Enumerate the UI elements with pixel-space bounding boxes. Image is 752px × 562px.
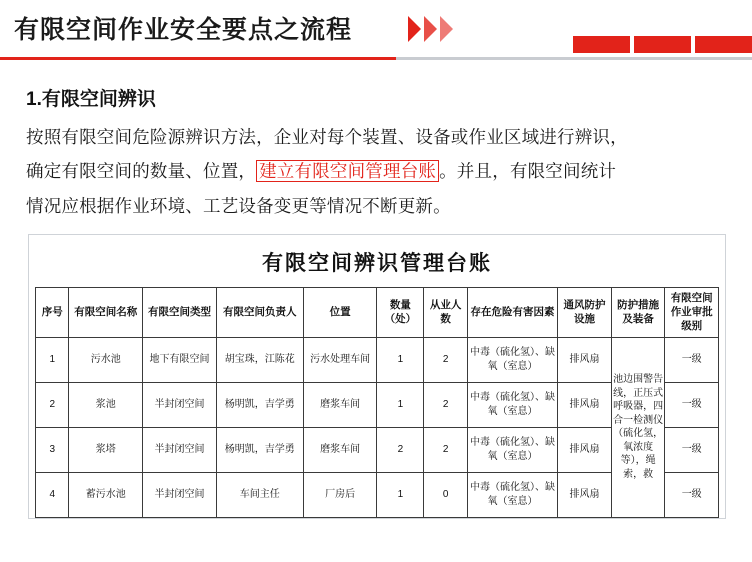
cell-name: 蓄污水池 — [69, 472, 143, 517]
cell-responsible: 胡宝珠，江陈花 — [216, 337, 303, 382]
col-header-location: 位置 — [303, 288, 377, 338]
cell-index: 3 — [36, 427, 69, 472]
cell-approval-level: 一级 — [665, 382, 719, 427]
cell-responsible: 杨明凯，吉学勇 — [216, 382, 303, 427]
col-header-quantity: 数量（处） — [377, 288, 424, 338]
body-paragraph-line-2 — [26, 157, 730, 185]
header-decor-blocks — [573, 36, 752, 53]
cell-location: 污水处理车间 — [303, 337, 377, 382]
cell-quantity: 1 — [377, 382, 424, 427]
section-title: 1.有限空间辨识 — [26, 89, 156, 110]
cell-location: 厂房后 — [303, 472, 377, 517]
col-header-hazard: 存在危险有害因素 — [467, 288, 557, 338]
cell-worker-count: 2 — [424, 382, 468, 427]
cell-ventilation: 排风扇 — [558, 472, 612, 517]
col-header-approval-level: 有限空间作业审批级别 — [665, 288, 719, 338]
cell-responsible: 杨明凯，吉学勇 — [216, 427, 303, 472]
cell-type: 地下有限空间 — [143, 337, 217, 382]
col-header-name: 有限空间名称 — [69, 288, 143, 338]
ledger-card — [28, 234, 726, 519]
cell-hazard: 中毒（硫化氢）、缺氧（室息） — [467, 472, 557, 517]
cell-approval-level: 一级 — [665, 337, 719, 382]
header-divider-accent — [0, 57, 396, 60]
page-title: 有限空间作业安全要点之流程 — [14, 16, 353, 44]
cell-hazard: 中毒（硫化氢）、缺氧（室息） — [467, 427, 557, 472]
table-header-row — [36, 288, 719, 338]
col-header-worker-count: 从业人数 — [424, 288, 468, 338]
col-header-ventilation: 通风防护设施 — [558, 288, 612, 338]
cell-index: 4 — [36, 472, 69, 517]
cell-ventilation: 排风扇 — [558, 382, 612, 427]
cell-index: 1 — [36, 337, 69, 382]
cell-type: 半封闭空间 — [143, 472, 217, 517]
cell-name: 浆池 — [69, 382, 143, 427]
body-paragraph-line-1: 按照有限空间危险源辨识方法，企业对每个装置、设备或作业区域进行辨识， — [26, 127, 628, 147]
table-row — [36, 337, 719, 382]
cell-hazard: 中毒（硫化氢）、缺氧（室息） — [467, 337, 557, 382]
double-chevron-right-icon — [408, 16, 453, 42]
paragraph-text-a: 确定有限空间的数量、位置， — [26, 161, 257, 182]
highlighted-phrase: 建立有限空间管理台账 — [256, 160, 439, 182]
cell-quantity: 1 — [377, 472, 424, 517]
cell-location: 磨浆车间 — [303, 427, 377, 472]
cell-ventilation: 排风扇 — [558, 427, 612, 472]
cell-type: 半封闭空间 — [143, 427, 217, 472]
cell-protection: 池边围警告线，正压式呼吸器，四合一检测仪（硫化氢，氧浓度等），绳索，救 — [611, 337, 665, 517]
cell-ventilation: 排风扇 — [558, 337, 612, 382]
cell-approval-level: 一级 — [665, 472, 719, 517]
cell-name: 污水池 — [69, 337, 143, 382]
cell-name: 浆塔 — [69, 427, 143, 472]
cell-worker-count: 2 — [424, 427, 468, 472]
cell-index: 2 — [36, 382, 69, 427]
cell-worker-count: 0 — [424, 472, 468, 517]
cell-worker-count: 2 — [424, 337, 468, 382]
paragraph-text-b: 。并且，有限空间统计 — [439, 161, 617, 182]
cell-approval-level: 一级 — [665, 427, 719, 472]
cell-location: 磨浆车间 — [303, 382, 377, 427]
page-header — [0, 0, 752, 62]
cell-type: 半封闭空间 — [143, 382, 217, 427]
cell-responsible: 车间主任 — [216, 472, 303, 517]
cell-hazard: 中毒（硫化氢）、缺氧（室息） — [467, 382, 557, 427]
body-paragraph-line-3: 情况应根据作业环境、工艺设备变更等情况不断更新。 — [26, 195, 451, 216]
cell-quantity: 2 — [377, 427, 424, 472]
col-header-type: 有限空间类型 — [143, 288, 217, 338]
ledger-table — [35, 287, 719, 518]
col-header-responsible: 有限空间负责人 — [216, 288, 303, 338]
ledger-title: 有限空间辨识管理台账 — [262, 251, 492, 276]
col-header-protection: 防护措施及装备 — [611, 288, 665, 338]
cell-quantity: 1 — [377, 337, 424, 382]
col-header-index: 序号 — [36, 288, 69, 338]
page-content — [0, 62, 752, 519]
